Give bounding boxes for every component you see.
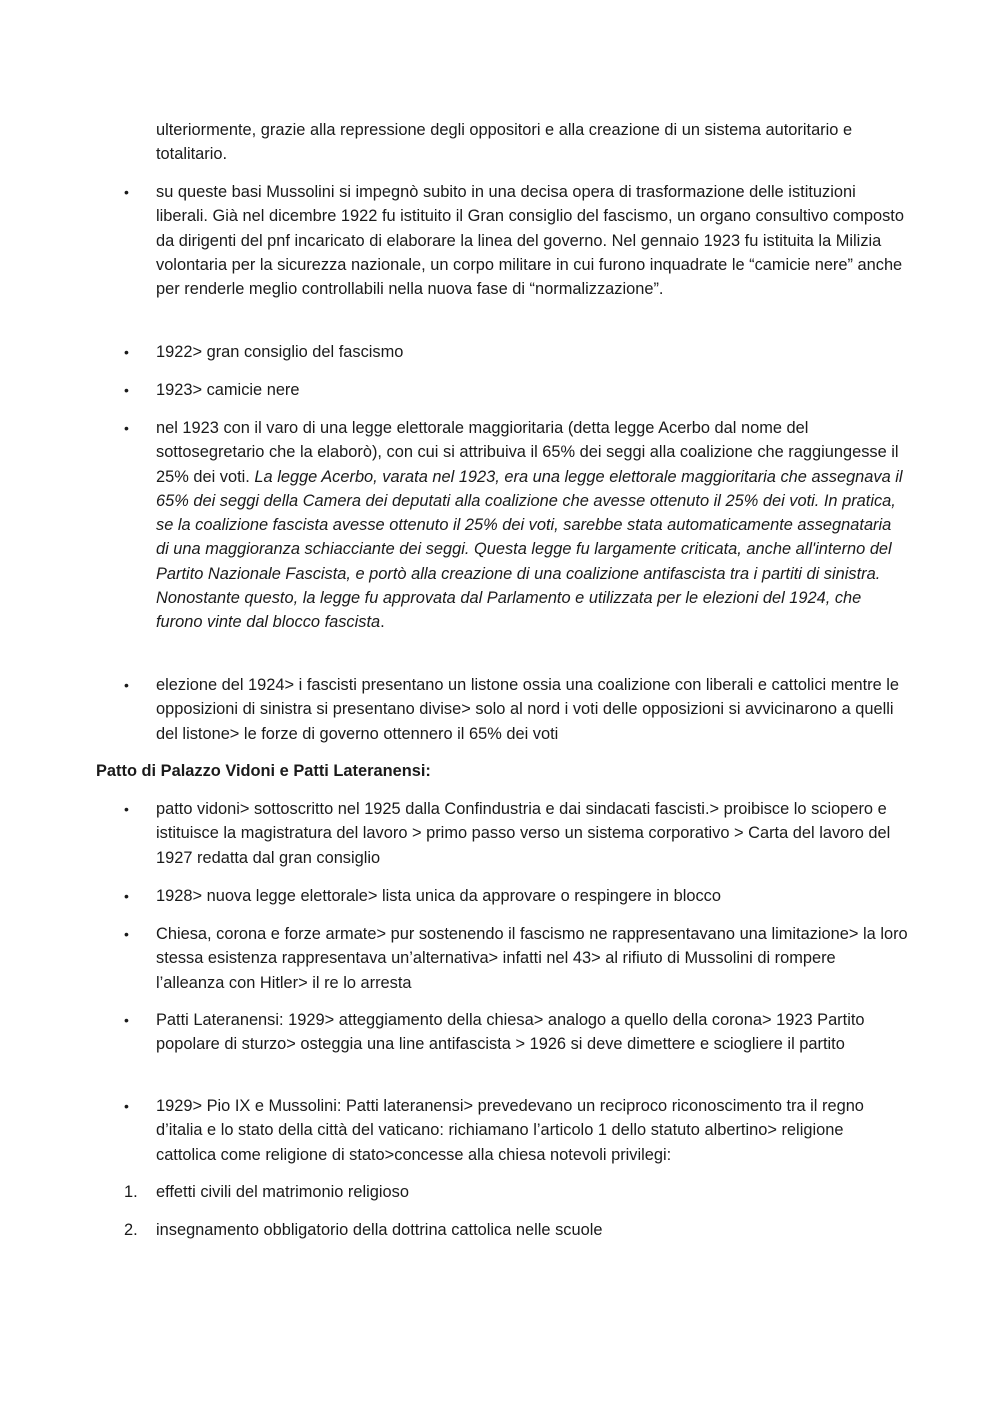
- bullet-marker: •: [124, 344, 129, 360]
- numbered-item: insegnamento obbligatorio della dottrina cattolica nelle scuole: [156, 1221, 603, 1239]
- bullet-marker: •: [124, 1098, 129, 1114]
- bullet-marker: •: [124, 801, 129, 817]
- bullet-item-patti-lateranensi: Patti Lateranensi: 1929> atteggiamento della chiesa> analogo a quello della corona> 1923 Partito popolare di sturzo> osteggia una line antifascista > 1926 si deve dimettere e sciogliere il partito: [156, 1011, 865, 1054]
- bullet-item-elezione-1924: elezione del 1924> i fascisti presentano un listone ossia una coalizione con liberali e cattolici mentre le opposizioni di sinistra si presentano divise> solo al nord i voti delle opposizioni si avvicinarono a quelli del listone> le forze di governo ottennero il 65% dei voti: [156, 676, 900, 743]
- acerbo-italic-text: La legge Acerbo, varata nel 1923, era una legge elettorale maggioritaria che assegnava il 65% dei seggi della Camera dei deputati alla coalizione che avesse ottenuto il 25% dei voti. In pratica, se la coalizione fascista avesse ottenuto il 25% dei voti, sarebbe stata automaticamente assegnataria di una maggioranza schiacciante dei seggi. Questa legge fu largamente criticata, anche all'interno del Partito Nazionale Fascista, e portò alla creazione di una coalizione antifascista tra i partiti di sinistra. Nonostante questo, la legge fu approvata dal Parlamento e utilizzata per le elezioni del 1924, che furono vinte dal blocco fascista: [156, 467, 903, 632]
- bullet-marker: •: [124, 184, 129, 200]
- bullet-item-patto-vidoni: patto vidoni> sottoscritto nel 1925 dalla Confindustria e dai sindacati fascisti.> proibisce lo sciopero e istituisce la magistratura del lavoro > primo passo verso un sistema corporativo > Carta del lavoro del 1927 redatta dal gran consiglio: [156, 800, 891, 867]
- bullet-marker: •: [124, 1012, 129, 1028]
- bullet-marker: •: [124, 382, 129, 398]
- continuation-paragraph: ulteriormente, grazie alla repressione degli oppositori e alla creazione di un sistema autoritario e totalitario.: [156, 121, 853, 164]
- bullet-marker: •: [124, 677, 129, 693]
- bullet-item-chiesa-corona: Chiesa, corona e forze armate> pur sostenendo il fascismo ne rappresentavano una limitazione> la loro stessa esistenza rappresentava un’alternativa> infatti nel 43> al rifiuto di Mussolini di rompere l’alleanza con Hitler> il re lo arresta: [156, 925, 908, 992]
- bullet-marker: •: [124, 926, 129, 942]
- bullet-item-istituzioni: su queste basi Mussolini si impegnò subito in una decisa opera di trasformazione delle istituzioni liberali. Già nel dicembre 1922 fu istituito il Gran consiglio del fascismo, un organo consultivo composto da dirigenti del pnf incaricato di elaborare la linea del governo. Nel gennaio 1923 fu istituita la Milizia volontaria per la sicurezza nazionale, un corpo militare in cui furono inquadrate le “camicie nere” anche per renderle meglio controllabili nella nuova fase di “normalizzazione”.: [156, 183, 904, 299]
- bullet-marker: •: [124, 420, 129, 436]
- acerbo-end-text: .: [380, 613, 385, 632]
- bullet-item-1922: 1922> gran consiglio del fascismo: [156, 343, 404, 361]
- acerbo-plain-text: nel 1923 con il varo di una legge elettorale maggioritaria (detta legge Acerbo dal nome del sottosegretario che la elaborò), con cui si attribuiva il 65% dei seggi alla coalizione che raggiungesse il 25% dei voti.: [156, 419, 899, 486]
- bullet-item-legge-acerbo: [156, 416, 908, 635]
- numbered-item: effetti civili del matrimonio religioso: [156, 1183, 409, 1201]
- section-heading: Patto di Palazzo Vidoni e Patti Lateranensi:: [96, 762, 431, 780]
- bullet-marker: •: [124, 888, 129, 904]
- bullet-item-1928: 1928> nuova legge elettorale> lista unica da approvare o respingere in blocco: [156, 887, 721, 905]
- bullet-item-1923: 1923> camicie nere: [156, 381, 300, 399]
- numbered-marker: 2.: [124, 1221, 138, 1239]
- bullet-item-1929: 1929> Pio IX e Mussolini: Patti lateranensi> prevedevano un reciproco riconoscimento tra il regno d’italia e lo stato della città del vaticano: richiamano l’articolo 1 dello statuto albertino> religione cattolica come religione di stato>concesse alla chiesa notevoli privilegi:: [156, 1097, 864, 1164]
- numbered-marker: 1.: [124, 1183, 138, 1201]
